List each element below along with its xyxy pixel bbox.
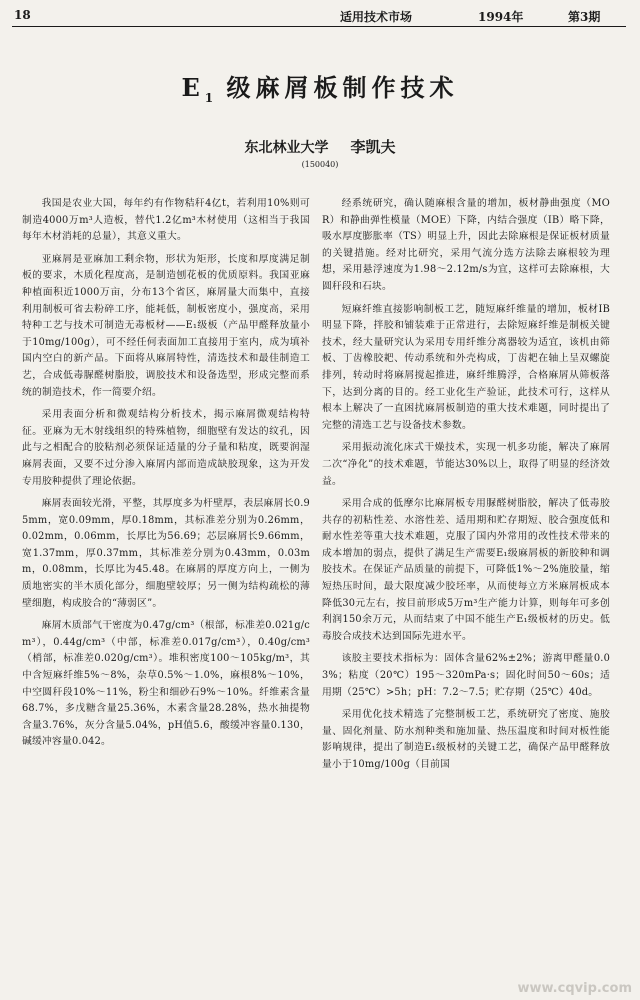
left-column [22, 196, 310, 986]
right-column [322, 196, 610, 986]
paragraph: 亚麻屑是亚麻加工剩余物，形状为矩形，长度和厚度满足制板的要求，木质化程度高，是制造刨花板的优质原料。我国亚麻种植面积近1000万亩，分布13个省区，麻屑量大而集中，直接利用制板可省去粉碎工序，能耗低，制板密度小，强度高，采用特种工艺与技术可制造无毒板材——E₁级板（产品甲醛释放量小于10mg/100g），可不经任何表面加工直接用于室内，成为填补国内空白的新产品。下面将从麻屑特性，清选技术和最佳制造工艺，合成低毒脲醛树脂胶，调胶技术和设备选型，形成完整而系统的制造技术，作一简要介绍。 [22, 253, 310, 398]
paragraph: 采用优化技术精选了完整制板工艺，系统研究了密度、施胶量、固化剂量、防水剂种类和施加量、热压温度和时间对板性能影响规律，提出了制造E₁级板材的关键工艺，确保产品甲醛释放量小于10mg/100g（目前国 [322, 709, 610, 770]
postal-code: (150040) [301, 160, 339, 169]
header-rule [12, 26, 626, 27]
paragraph: 经系统研究，确认随麻根含量的增加，板材静曲强度（MOR）和静曲弹性模量（MOE）下降，内结合强度（IB）略下降，吸水厚度膨胀率（TS）明显上升，因此去除麻根是保证板材质量的关键措施。经对比研究，采用气流分选方法除去麻根较为理想，采用悬浮速度为1.98～2.12m/s为宜，这样可去除麻根，大圆秆段和石块。 [322, 198, 610, 292]
title-prefix: E [181, 73, 205, 102]
author-name: 李凯夫 [350, 138, 396, 156]
journal-year: 1994年 [478, 10, 524, 24]
paragraph: 短麻纤维直接影响制板工艺，随短麻纤维量的增加，板材IB明显下降，拌胶和铺装难于正常进行，去除短麻纤维是制板关键技术，经大量研究认为采用专用纤维分离器较为适宜，该机由筛板、丁齿橡胶耙、传动系统和外壳构成，丁齿耙在轴上呈双螺旋排列，转动时将麻屑搅起推进，麻纤维腾浮，合格麻屑从筛板落下，达到分离的目的。经工业化生产验证，此技术可行，这样从根本上解决了一直困扰麻屑板制造的重大技术难题，同时提出了完整的清选工艺与设备技术参数。 [322, 303, 610, 431]
title-rest: 级麻屑板制作技术 [213, 73, 459, 102]
journal-name: 适用技术市场 [340, 10, 413, 24]
running-header [0, 0, 640, 28]
byline [0, 136, 640, 157]
paragraph: 采用表面分析和微观结构分析技术，揭示麻屑微观结构特征。亚麻为无木射线组织的特殊植物，细胞壁有发达的纹孔，因此与之相配合的胶粘剂必须保证适量的分子量和粘度，既要润湿麻屑表面，又要不过分渗入麻屑内部而造成缺胶现象，这为开发专用胶种提供了理论依据。 [22, 409, 310, 487]
paragraph: 采用振动流化床式干燥技术，实现一机多功能，解决了麻屑二次“净化”的技术难题，节能达30%以上，取得了明显的经济效益。 [322, 442, 610, 487]
paragraph: 该胶主要技术指标为：固体含量62%±2%；游离甲醛量0.03%；粘度（20℃）195～320mPa·s；固化时间50～60s；适用期（25℃）>5h；pH：7.2～7.5；贮存期（25℃）40d。 [322, 653, 610, 698]
journal-issue: 第3期 [568, 10, 601, 24]
paragraph: 我国是农业大国，每年约有作物秸秆4亿t，若利用10%则可制造4000万m³人造板，替代1.2亿m³木材使用（这相当于我国每年木材消耗的总量），其意义重大。 [22, 198, 310, 243]
title-subscript: 1 [204, 90, 214, 105]
paragraph: 麻屑木质部气干密度为0.47g/cm³（根部，标准差0.021g/cm³），0.44g/cm³（中部，标准差0.017g/cm³），0.40g/cm³（梢部，标准差0.020g/cm³）。堆积密度100～105kg/m³，其中含短麻纤维5%～8%，杂草0.5%～1.0%，麻根8%～10%，中空圆秆段10%～11%，粉尘和细砂石9%～10%。纤维素含量68.7%，多戊糖含量25.36%，木素含量28.28%，热水抽提物含量3.76%，灰分含量5.04%，pH值5.6，酸缓冲容量0.130，碱缓冲容量0.042。 [22, 620, 310, 748]
paragraph: 麻屑表面较光滑，平整，其厚度多为杆壁厚，表层麻屑长0.95mm，宽0.09mm，厚0.18mm，其标准差分别为0.26mm，0.02mm，0.06mm，长厚比为56.69；芯层麻屑长9.66mm，宽1.37mm，厚0.37mm，其标准差分别为0.43mm，0.03mm，0.08mm，长厚比为45.48。在麻屑的厚度方向上，一侧为质地密实的半木质化部分，细胞壁较厚；另一侧为结构疏松的薄壁细胞，构成胶合的“薄弱区”。 [22, 498, 310, 609]
paragraph: 采用合成的低摩尔比麻屑板专用脲醛树脂胶，解决了低毒胶共存的初粘性差、水溶性差、适用期和贮存期短、胶合强度低和耐水性差等重大技术难题，克服了国内外常用的改性技术带来的成本增加的弱点，提供了满足生产需要E₁级麻屑板的新胶种和调胶技术。在保证产品质量的前提下，可降低1%～2%施胶量，缩短热压时间，最大限度减少胶坯率，从而使每立方米麻屑板成本降低30元左右，按目前形成5万m³生产能力计算，则每年可多创利润150余万元，从而结束了中国不能生产E₁级板材的历史。低毒胶合成技术达到国际先进水平。 [322, 498, 610, 642]
watermark: www.cqvip.com [517, 981, 632, 996]
affiliation: 东北林业大学 [244, 140, 329, 156]
page-number: 18 [14, 8, 31, 22]
article-title [0, 68, 640, 105]
